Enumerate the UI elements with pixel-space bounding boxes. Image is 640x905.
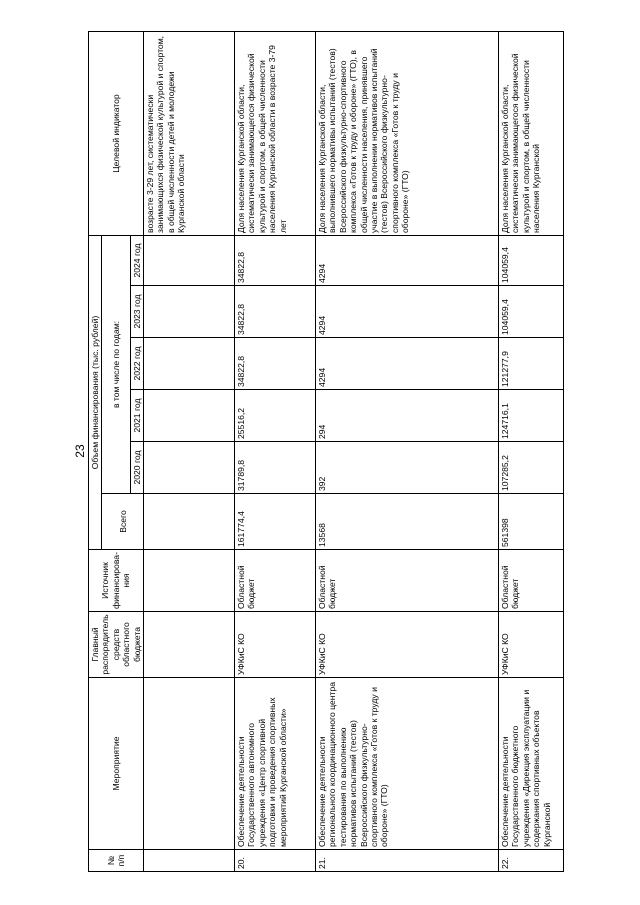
header-event: Мероприятие: [89, 678, 144, 850]
cell-event: [144, 678, 235, 850]
cell-event: Обеспечение деятельности Государственного автономного учреждения «Центр спортивной подготовки и проведения спортивных мероприятий Курганской области»: [235, 678, 316, 850]
cell-indicator: Доля населения Курганской области, систематически занимающегося физической культурой и спортом, в общей численности населения Курганской области в возрасте 3-79 лет: [235, 32, 316, 236]
cell-2022: 34822,8: [235, 338, 316, 390]
funding-table: [88, 31, 564, 872]
cell-num: [144, 850, 235, 872]
cell-2022: [144, 338, 235, 390]
header-manager: Главный распорядитель средств областного бюджета: [89, 612, 144, 678]
cell-2024: 4294: [316, 236, 499, 286]
cell-indicator: Доля населения Курганской области, систематически занимающегося физической культурой и спортом, в общей численности населения Курганской: [499, 32, 564, 236]
cell-source: Областной бюджет: [499, 550, 564, 612]
cell-2024: [144, 236, 235, 286]
cell-2023: [144, 286, 235, 338]
cell-2023: 34822,8: [235, 286, 316, 338]
cell-2021: 294: [316, 390, 499, 442]
rotated-table-wrapper: [88, 32, 553, 872]
table-row: [235, 32, 316, 872]
cell-total: 561398: [499, 494, 564, 550]
cell-2020: 392: [316, 442, 499, 494]
cell-source: [144, 550, 235, 612]
cell-indicator: возрасте 3-29 лет, систематически занимающихся физической культурой и спортом, в общей численности детей и молодежи Курганской области: [144, 32, 235, 236]
header-total: Всего: [102, 494, 144, 550]
header-funding: Объем финансирования (тыс. рублей): [89, 236, 102, 550]
cell-num: 20.: [235, 850, 316, 872]
header-year-2022: 2022 год: [130, 338, 143, 390]
cell-manager: УФКиС КО: [235, 612, 316, 678]
header-year-2020: 2020 год: [130, 442, 143, 494]
cell-2023: 4294: [316, 286, 499, 338]
header-incl-years: в том числе по годам:: [102, 236, 130, 494]
cell-event: Обеспечение деятельности Государственного бюджетного учреждения «Дирекция эксплуатации и содержания спортивных объектов Курганской: [499, 678, 564, 850]
cell-2020: [144, 442, 235, 494]
cell-2024: 34822,8: [235, 236, 316, 286]
header-year-2023: 2023 год: [130, 286, 143, 338]
table-row: [499, 32, 564, 872]
table-row: [144, 32, 235, 872]
cell-2022: 121277,9: [499, 338, 564, 390]
cell-2023: 104059,4: [499, 286, 564, 338]
cell-2020: 107285,2: [499, 442, 564, 494]
cell-source: Областной бюджет: [316, 550, 499, 612]
cell-2021: 25516,2: [235, 390, 316, 442]
cell-2024: 104059,4: [499, 236, 564, 286]
cell-manager: УФКиС КО: [316, 612, 499, 678]
header-source: Источник финансирова-ния: [89, 550, 144, 612]
page-number: 23: [73, 444, 87, 458]
cell-indicator: Доля населения Курганской области, выполнившего нормативы испытаний (тестов) Всероссийского физкультурно-спортивного комплекса «Готов к труду и обороне» (ГТО), в общей численности населения, принявшего участие в выполнении нормативов испытаний (тестов) Всероссийского физкультурно-спортивного комплекса «Готов к труду и обороне» (ГТО): [316, 32, 499, 236]
header-num: № п/п: [89, 850, 144, 872]
cell-manager: [144, 612, 235, 678]
table-row: [316, 32, 499, 872]
cell-num: 22.: [499, 850, 564, 872]
cell-2022: 4294: [316, 338, 499, 390]
cell-total: 13568: [316, 494, 499, 550]
cell-num: 21.: [316, 850, 499, 872]
cell-source: Областной бюджет: [235, 550, 316, 612]
cell-2021: 124716,1: [499, 390, 564, 442]
header-year-2024: 2024 год: [130, 236, 143, 286]
cell-event: Обеспечение деятельности регионального координационного центра тестирования по выполнению нормативов испытаний (тестов) Всероссийского физкультурно-спортивного комплекса «Готов к труду и обороне» (ГТО): [316, 678, 499, 850]
header-indicator: Целевой индикатор: [89, 32, 144, 236]
cell-manager: УФКиС КО: [499, 612, 564, 678]
cell-2020: 31789,8: [235, 442, 316, 494]
header-year-2021: 2021 год: [130, 390, 143, 442]
cell-total: [144, 494, 235, 550]
cell-total: 161774,4: [235, 494, 316, 550]
cell-2021: [144, 390, 235, 442]
